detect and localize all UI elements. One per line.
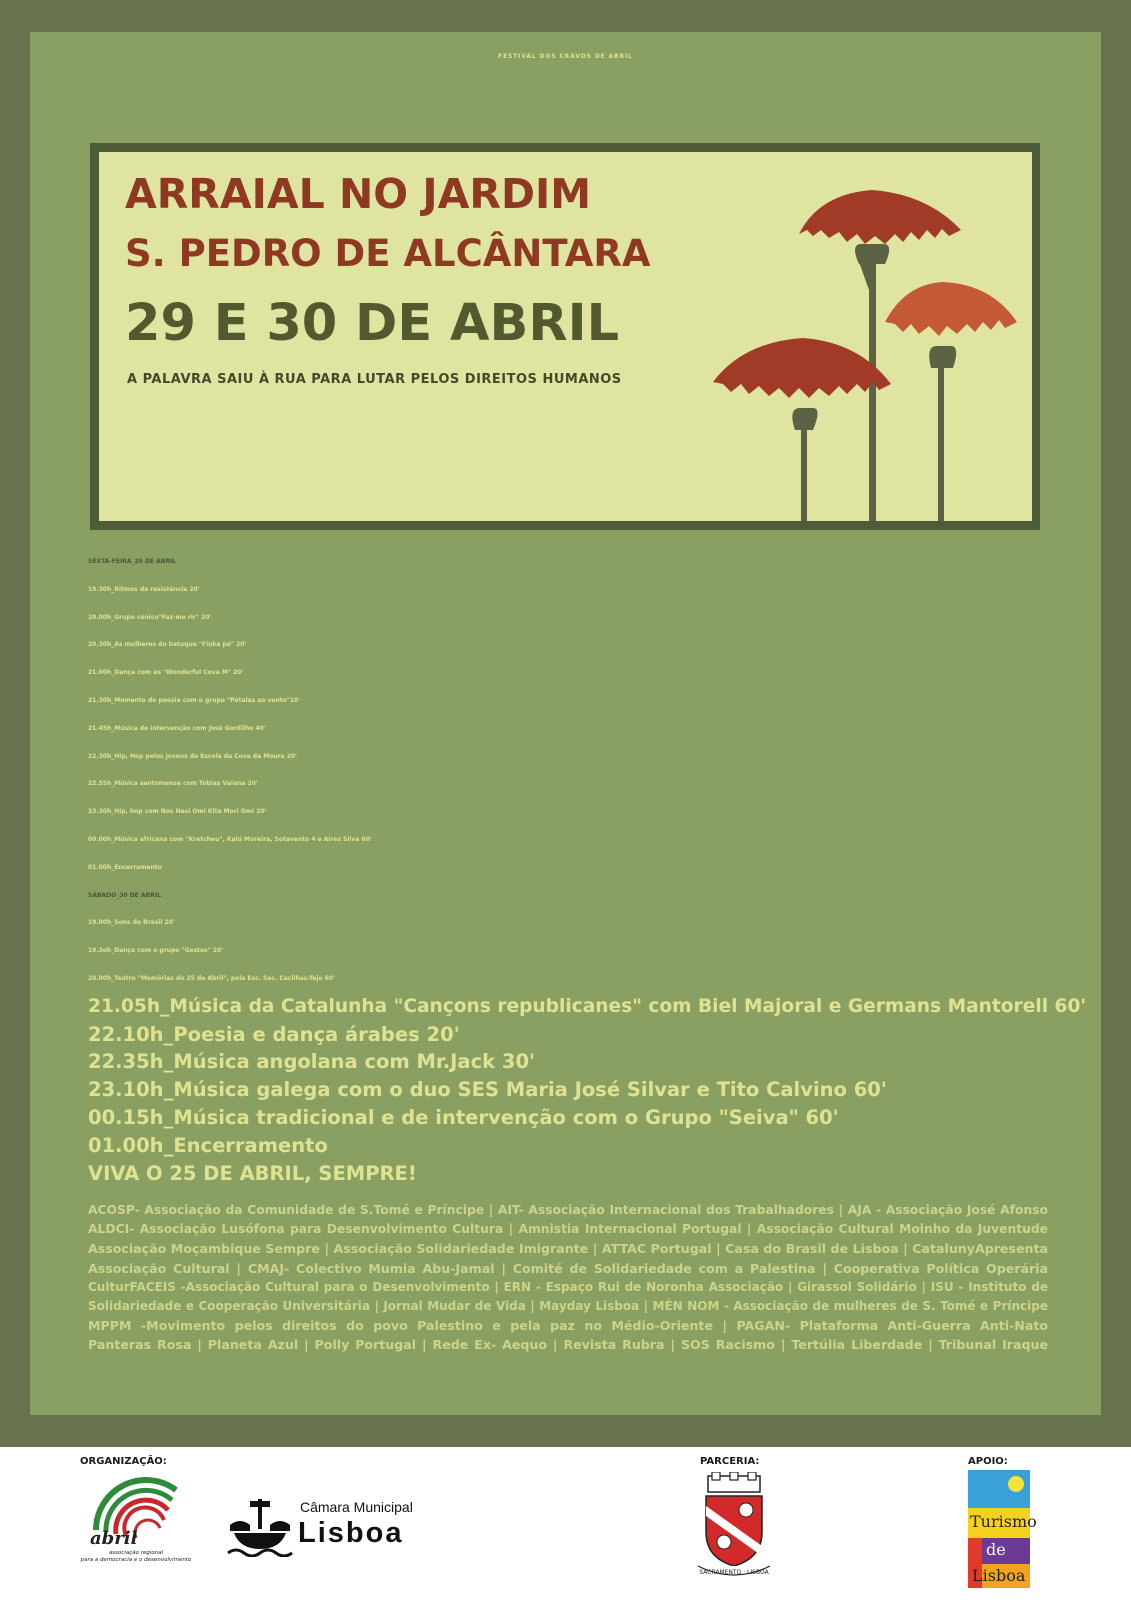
- sun-icon: [1008, 1476, 1024, 1492]
- camara-line2: Lisboa: [298, 1517, 404, 1549]
- program-schedule: [88, 548, 1086, 1187]
- program-item: 20.30h_As mulheres do batuque "Finka pé" 20': [88, 641, 247, 649]
- program-day-heading: SÁBADO_30 DE ABRIL: [88, 891, 161, 899]
- program-item: 01.00h_Encerramento: [88, 863, 162, 871]
- organizations-line: Associação Cultural | CMAJ- Colectivo Mumia Abu-Jamal | Comité de Solidariedade com a Palestina | Cooperativa Política Operária: [88, 1260, 1048, 1276]
- turismo-sky-block: [968, 1470, 1030, 1508]
- program-item: 20.00h_Teatro "Memórias do 25 de Abril", pela Esc. Sec. Cacilhas-Tejo 60': [88, 974, 335, 982]
- parceria-label: PARCERIA:: [700, 1456, 760, 1467]
- abril-logo: [76, 1470, 196, 1570]
- program-item: 19.30h_Ritmos da resistência 20': [88, 585, 200, 593]
- apoio-label: APOIO:: [968, 1456, 1008, 1467]
- organizations-line: Panteras Rosa | Planeta Azul | Polly Portugal | Rede Ex- Aequo | Revista Rubra | SOS Racismo | Tertúlia Liberdade | Tribunal Iraque: [88, 1337, 1048, 1353]
- program-item: 21.05h_Música da Catalunha "Cançons republicanes" com Biel Majoral e Germans Mantorell 60': [88, 995, 1087, 1017]
- turismo-de-lisboa-logo: [968, 1470, 1037, 1588]
- event-location: S. PEDRO DE ALCÂNTARA: [125, 232, 651, 275]
- organizations-line: ALDCI- Associação Lusófona para Desenvolvimento Cultura | Amnistia Internacional Portugal | Associação Cultural Moinho da Juventude: [88, 1222, 1048, 1237]
- program-item: 21.30h_Momento de poesia com o grupo "Pétalas ao vento"10': [88, 696, 301, 704]
- event-tagline: A PALAVRA SAIU À RUA PARA LUTAR PELOS DIREITOS HUMANOS: [127, 372, 622, 387]
- program-item: 23.30h_Hip, hop com Nos Nasi Omi Kita Mori Omi 20': [88, 808, 267, 816]
- program-item: 21.00h_Dança com as "Wonderful Cova M" 20': [88, 669, 244, 677]
- program-item: 22.30h_Hip, Hop pelos jovens da Escola da Cova da Moura 20': [88, 752, 297, 760]
- program-item: 22.55h_Música santomense com Tobias Vaiana 20': [88, 780, 258, 788]
- abril-logo-text: abril: [90, 1528, 138, 1549]
- program-item: 01.00h_Encerramento: [88, 1133, 328, 1157]
- organizations-line: CulturFACEIS -Associação Cultural para o Desenvolvimento | ERN - Espaço Rui de Noronha Associação | Girassol Solidário | ISU - Instituto de: [88, 1279, 1048, 1294]
- program-item: VIVA O 25 DE ABRIL, SEMPRE!: [88, 1161, 417, 1185]
- turismo-line3: Lisboa: [972, 1566, 1026, 1585]
- abril-logo-subtitle: [76, 1550, 196, 1564]
- event-dates: 29 E 30 DE ABRIL: [125, 294, 620, 353]
- abril-logo-sub1: associação regional: [108, 1550, 164, 1556]
- crest-shield-icon: [692, 1472, 776, 1582]
- event-name: ARRAIAL NO JARDIM: [125, 170, 592, 218]
- organizations-line: MPPM -Movimento pelos direitos do povo Palestino e pela paz no Médio-Oriente | PAGAN- Plataforma Anti-Guerra Anti-Nato: [88, 1318, 1048, 1334]
- crest-text: SACRAMENTO · LISBOA: [699, 1569, 769, 1576]
- carnation-flowers-illustration: [699, 172, 1029, 521]
- program-item: 20.00h_Grupo cénico"Faz-me rir" 20': [88, 613, 212, 621]
- organizations-line: ACOSP- Associação da Comunidade de S.Tomé e Príncipe | AIT- Associação Internacional dos Trabalhadores | AJA - Associação José Afonso: [88, 1203, 1048, 1217]
- program-item: 19.00h_Sons do Brasil 20': [88, 919, 175, 927]
- organizations-line: Solidariedade e Cooperação Universitária | Jornal Mudar de Vida | Mayday Lisboa | MÉN NOM - Associação de mulheres de S. Tomé e Príncipe: [88, 1299, 1048, 1314]
- poster-title: FESTIVAL DOS CRAVOS DE ABRIL: [498, 54, 633, 60]
- organizations-line: Associação Moçambique Sempre | Associação Solidariedade Imigrante | ATTAC Portugal | Casa do Brasil de Lisboa | CatalunyApresenta: [88, 1241, 1048, 1257]
- program-item: 23.10h_Música galega com o duo SES Maria José Silvar e Tito Calvino 60': [88, 1078, 887, 1102]
- sacramento-crest-logo: [692, 1472, 776, 1582]
- program-day-heading: SEXTA-FEIRA_29 DE ABRIL: [88, 558, 176, 565]
- organizacao-label: ORGANIZAÇÃO:: [80, 1456, 167, 1467]
- program-item: 00.15h_Música tradicional e de intervenção com o Grupo "Seiva" 60': [88, 1105, 839, 1129]
- camara-municipal-lisboa-logo: [226, 1497, 426, 1567]
- ship-icon: [226, 1497, 294, 1557]
- program-item: 22.10h_Poesia e dança árabes 20': [88, 1022, 460, 1046]
- header-box: [99, 152, 1032, 521]
- program-item: 00.00h_Música africana com "Kretcheu", Kalú Moreira, Sotavento 4 e Aires Silva 60': [88, 835, 372, 843]
- abril-logo-sub2: para a democracia e o desenvolvimento: [80, 1557, 192, 1563]
- program-item: 22.35h_Música angolana com Mr.Jack 30': [88, 1050, 536, 1074]
- turismo-line1: Turismo: [970, 1512, 1037, 1531]
- turismo-line2: de: [986, 1540, 1006, 1559]
- camara-line1: Câmara Municipal: [300, 1499, 413, 1515]
- program-item: 21.45h_Música de intervenção com José Gordilho 40': [88, 724, 266, 732]
- poster-panel: [30, 32, 1101, 1415]
- program-item: 19.3oh_Dança com o grupo "Gestos" 20': [88, 947, 224, 955]
- organizations-list: [88, 1201, 1048, 1355]
